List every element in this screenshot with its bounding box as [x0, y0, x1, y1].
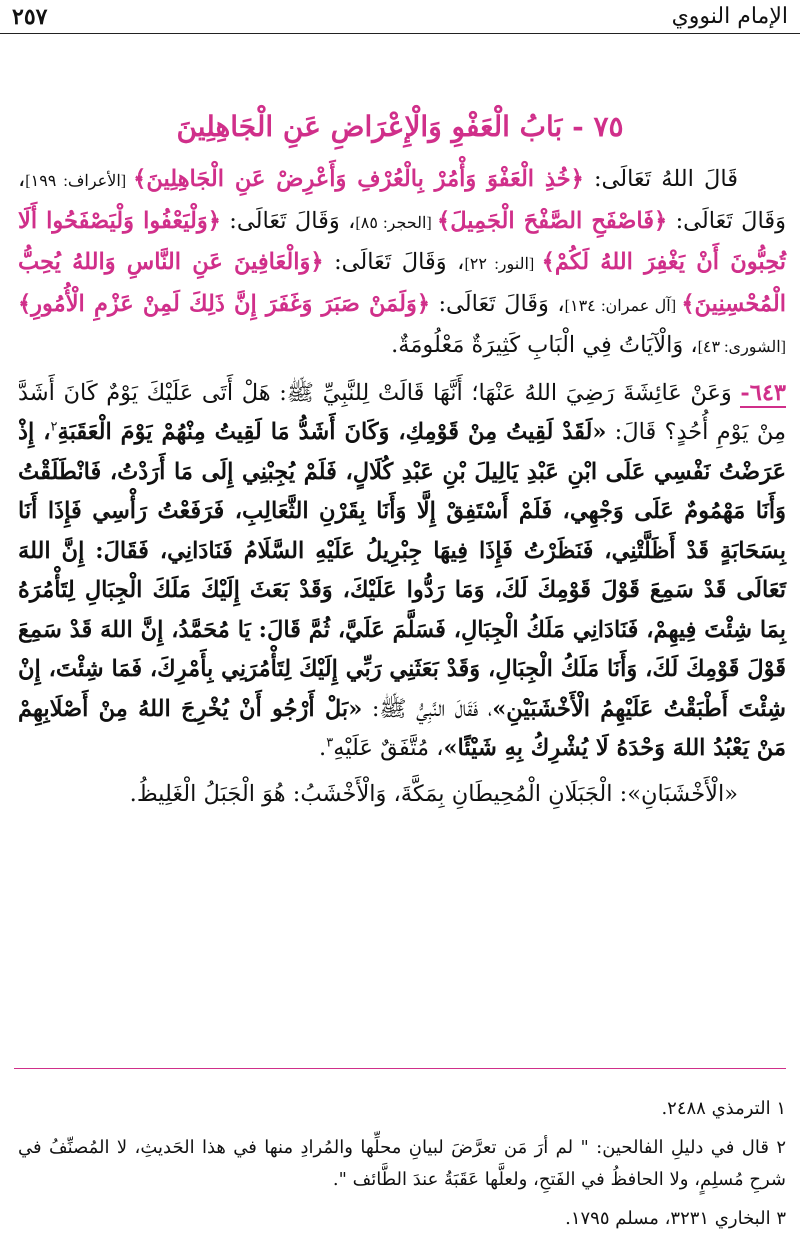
- footnote-divider: [14, 1068, 786, 1069]
- hadith-quote-a: «لَقَدْ لَقِيتُ مِنْ قَوْمِكِ، وَكَانَ أَشَدُّ مَا لَقِيتُ مِنْهُمْ يَوْمَ الْعَقَبَةِ: [57, 419, 607, 445]
- footnote-text: البخاري ٣٢٣١، مسلم ١٧٩٥.: [565, 1208, 777, 1229]
- hadith-quote-c: «بَلْ أَرْجُو أَنْ يُخْرِجَ اللهُ مِنْ أَصْلَابِهِمْ مَنْ يَعْبُدُ اللهَ وَحْدَهُ لَا يُشْرِكُ بِهِ شَيْئًا»: [18, 695, 786, 761]
- verse-2: ﴿فَاصْفَحِ الصَّفْحَ الْجَمِيلَ﴾: [437, 207, 668, 234]
- footnote-text: الترمذي ٢٤٨٨.: [661, 1098, 777, 1119]
- verse-join-2: ، وَقَالَ تَعَالَى:: [220, 207, 356, 234]
- page-number: ٢٥٧: [12, 3, 48, 30]
- verse-join-1: ، وَقَالَ تَعَالَى:: [18, 166, 787, 234]
- footnote-number: ١: [776, 1098, 786, 1118]
- verse-ref-3: [النور: ٢٢]: [464, 256, 542, 273]
- chapter-title: ٧٥ - بَابُ الْعَفْوِ وَالْإِعْرَاضِ عَنِ الْجَاهِلِينَ: [176, 110, 624, 143]
- glossary-note: «الْأَخْشَبَانِ»: الْجَبَلَانِ الْمُحِيطَانِ بِمَكَّةَ، وَالْأَخْشَبُ: هُوَ الْجَبَلُ الْغَلِيظُ.: [129, 780, 738, 807]
- verse-ref-4: [آل عمران: ١٣٤]: [564, 297, 682, 315]
- verse-1: ﴿خُذِ الْعَفْوَ وَأْمُرْ بِالْعُرْفِ وَأَعْرِضْ عَنِ الْجَاهِلِينَ﴾: [133, 166, 584, 192]
- page-header: [0, 0, 800, 34]
- verse-3: ﴿وَلْيَعْفُوا وَلْيَصْفَحُوا أَلَا تُحِبُّونَ أَنْ يَغْفِرَ اللهُ لَكُمْ﴾: [18, 207, 786, 275]
- hadith-text-c: ، مُتَّفَقٌ عَلَيْهِ: [333, 735, 444, 761]
- footnotes: [18, 1092, 786, 1241]
- footnote-number: ٣: [776, 1208, 786, 1228]
- hadith-text-b: ، فَقَالَ النَّبِيُّ ﷺ:: [362, 695, 493, 722]
- verses-paragraph: [18, 160, 786, 368]
- verse-ref-1: [الأعراف: ١٩٩]: [25, 173, 134, 190]
- verses-tail: ، وَالْآيَاتُ فِي الْبَابِ كَثِيرَةٌ مَعْلُومَةٌ.: [391, 332, 698, 358]
- footnote-mark-3[interactable]: ٣: [326, 735, 334, 751]
- footnote-mark-2[interactable]: ٢: [50, 419, 58, 435]
- verse-4: ﴿وَالْعَافِينَ عَنِ النَّاسِ وَاللهُ يُحِبُّ الْمُحْسِنِينَ﴾: [18, 249, 786, 317]
- main-text: [18, 160, 786, 814]
- verse-ref-5: [الشورى: ٤٣]: [697, 339, 786, 356]
- hadith-text-a: وَعَنْ عَائِشَةَ رَضِيَ اللهُ عَنْهَا؛ أَنَّهَا قَالَتْ لِلنَّبِيِّ ﷺ: هَلْ أَتَى عَلَيْكَ يَوْمٌ كَانَ أَشَدَّ مِنْ يَوْمِ أُحُدٍ؟ قَالَ:: [18, 379, 787, 445]
- verses-intro: قَالَ اللهُ تَعَالَى:: [583, 166, 739, 192]
- verse-join-3: ، وَقَالَ تَعَالَى:: [323, 249, 465, 275]
- footnote-number: ٢: [776, 1137, 786, 1157]
- hadith-quote-b: ، إِذْ عَرَضْتُ نَفْسِي عَلَى ابْنِ عَبْدِ يَالِيلَ بْنِ عَبْدِ كُلَالٍ، فَلَمْ يُجِبْنِي إِلَى مَا أَرَدْتُ، فَانْطَلَقْتُ وَأَنَا مَهْمُومٌ عَلَى وَجْهِي، فَلَمْ أَسْتَفِقْ إِلَّا وَأَنَا بِقَرْنِ الثَّعَالِبِ، فَرَفَعْتُ رَأْسِي فَإِذَا أَنَا بِسَحَابَةٍ قَدْ أَظَلَّتْنِي، فَنَظَرْتُ فَإِذَا فِيهَا جِبْرِيلُ عَلَيْهِ السَّلَامُ فَنَادَانِي، فَقَالَ: إِنَّ اللهَ تَعَالَى قَدْ سَمِعَ قَوْلَ قَوْمِكَ لَكَ، وَمَا رَدُّوا عَلَيْكَ، وَقَدْ بَعَثَ إِلَيْكَ مَلَكَ الْجِبَالِ لِتَأْمُرَهُ بِمَا شِئْتَ فِيهِمْ، فَنَادَانِي مَلَكُ الْجِبَالِ، فَسَلَّمَ عَلَيَّ، ثُمَّ قَالَ: يَا مُحَمَّدُ، إِنَّ اللهَ قَدْ سَمِعَ قَوْلَ قَوْمِكَ لَكَ، وَأَنَا مَلَكُ الْجِبَالِ، وَقَدْ بَعَثَنِي رَبِّي إِلَيْكَ لِتَأْمُرَنِي بِأَمْرِكَ، فَمَا شِئْتَ، إِنْ شِئْتَ أَطْبَقْتُ عَلَيْهِمُ الْأَخْشَبَيْنِ»: [18, 419, 787, 722]
- footnote-text: قال في دليلِ الفالحين: " لم أرَ مَن تعرَّضَ لبيانِ محلِّها والمُرادِ منها في هذا الحَديثِ، لا المُصنِّفُ في شرحِ مُسلِمٍ، ولا الحافظُ في الفَتحِ، ولعلَّها عَقَبَةُ عندَ الطَّائف ".: [18, 1137, 786, 1190]
- footnote-1: [18, 1092, 786, 1125]
- hadith-text-d: .: [319, 735, 327, 761]
- verse-join-4: ، وَقَالَ تَعَالَى:: [430, 290, 565, 317]
- verse-ref-2: [الحجر: ٨٥]: [355, 214, 438, 232]
- verse-5: ﴿وَلَمَنْ صَبَرَ وَغَفَرَ إِنَّ ذَلِكَ لَمِنْ عَزْمِ الْأُمُورِ﴾: [18, 290, 430, 317]
- hadith-number: ٦٤٣-: [740, 379, 786, 406]
- hadith-paragraph: [18, 374, 786, 769]
- running-title: الإمام النووي: [671, 4, 788, 29]
- footnote-2: [18, 1131, 786, 1196]
- footnote-3: [18, 1202, 786, 1235]
